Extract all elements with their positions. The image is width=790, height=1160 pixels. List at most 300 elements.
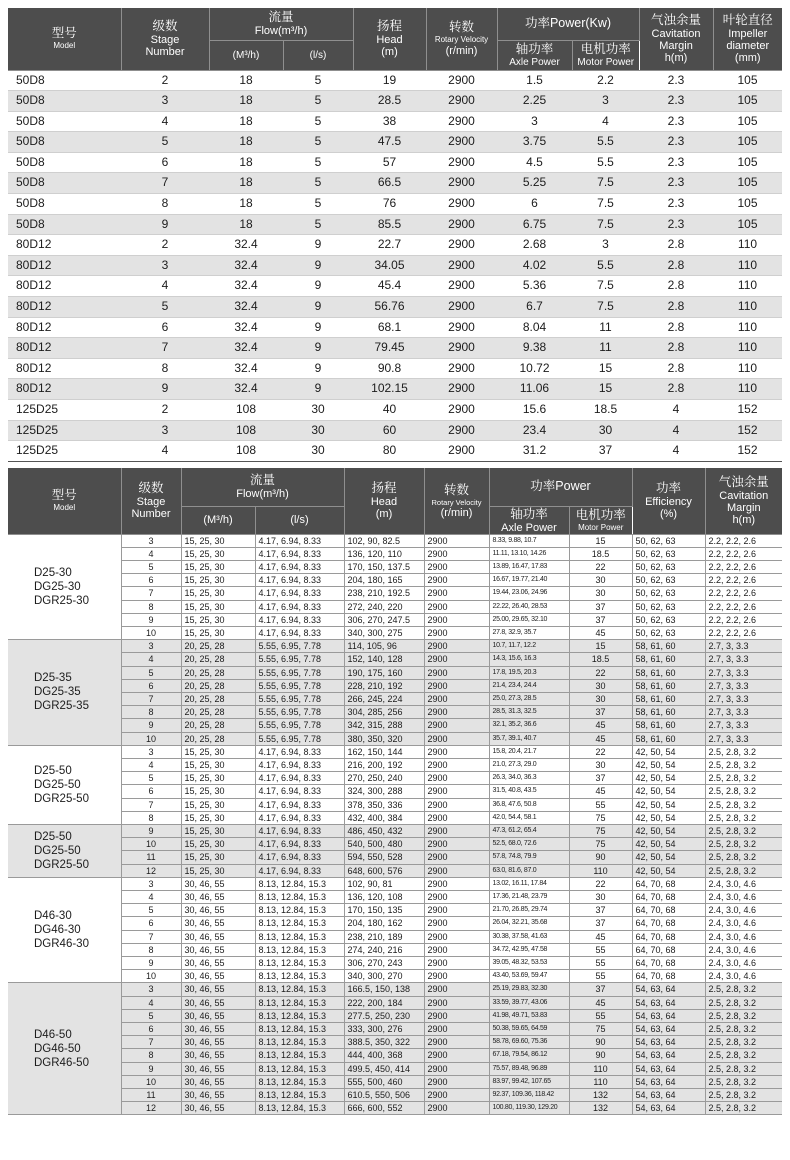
table-cell: 60 (353, 420, 426, 441)
col-npsh: 气浊余量 Cavitation Margin h(m) (705, 468, 782, 534)
table-cell: 2900 (426, 338, 497, 359)
table-row (8, 640, 782, 653)
table-row (8, 132, 782, 153)
table-row (8, 441, 782, 462)
table-cell: 9 (283, 235, 353, 256)
table-cell: 2900 (424, 666, 489, 679)
table-cell: 380, 350, 320 (344, 732, 424, 745)
table-cell: 30 (569, 890, 632, 903)
col-flow-ls: (l/s) (283, 40, 353, 70)
table-cell: 5.36 (497, 276, 572, 297)
table-cell: 2900 (426, 276, 497, 297)
table-cell: 5 (283, 194, 353, 215)
table-cell: 162, 150, 144 (344, 745, 424, 758)
table-cell: 25.0, 27.3, 28.5 (489, 692, 569, 705)
table-row (8, 276, 782, 297)
table-cell: 4.17, 6.94, 8.33 (255, 534, 344, 547)
table-row (8, 400, 782, 421)
table-cell: 54, 63, 64 (632, 996, 705, 1009)
table-cell: 30.38, 37.58, 41.63 (489, 930, 569, 943)
table-cell: 32.4 (209, 255, 283, 276)
table-cell: 15, 25, 30 (181, 574, 255, 587)
table-row (8, 91, 782, 112)
table-cell: 2900 (424, 719, 489, 732)
table-cell: 7 (121, 692, 181, 705)
table-cell: 4 (572, 111, 639, 132)
table-cell: 2.7, 3, 3.3 (705, 706, 782, 719)
table-cell: 30, 46, 55 (181, 917, 255, 930)
table-cell: 66.5 (353, 173, 426, 194)
table-cell: 170, 150, 137.5 (344, 560, 424, 573)
table-cell: 2900 (426, 173, 497, 194)
table-cell: 10 (121, 626, 181, 639)
table-cell: 594, 550, 528 (344, 851, 424, 864)
table-cell: 2900 (426, 400, 497, 421)
model-cell: 50D8 (8, 194, 121, 215)
table-cell: 2.5, 2.8, 3.2 (705, 1023, 782, 1036)
table-cell: 304, 285, 256 (344, 706, 424, 719)
table-cell: 5 (121, 1009, 181, 1022)
table-cell: 19 (353, 70, 426, 91)
table-cell: 19.44, 23.06, 24.96 (489, 587, 569, 600)
table-cell: 4 (639, 420, 713, 441)
table-cell: 5.55, 6.95, 7.78 (255, 719, 344, 732)
table-cell: 42, 50, 54 (632, 758, 705, 771)
table-cell: 45 (569, 785, 632, 798)
table-row (8, 758, 782, 771)
table-cell: 2.4, 3.0, 4.6 (705, 957, 782, 970)
table-cell: 2.7, 3, 3.3 (705, 719, 782, 732)
table-cell: 8.13, 12.84, 15.3 (255, 1102, 344, 1115)
model-group-cell: D25-50 DG25-50 DGR25-50 (8, 824, 121, 877)
table-cell: 30 (569, 574, 632, 587)
table-cell: 2900 (424, 983, 489, 996)
table-cell: 5.55, 6.95, 7.78 (255, 732, 344, 745)
col-flow: 流量 Flow(m³/h) (181, 468, 344, 506)
table-cell: 7.5 (572, 297, 639, 318)
table-cell: 26.04, 32.21, 35.68 (489, 917, 569, 930)
table-cell: 238, 210, 189 (344, 930, 424, 943)
table-cell: 108 (209, 441, 283, 462)
table-cell: 2900 (424, 560, 489, 573)
table-cell: 4 (121, 276, 209, 297)
table-cell: 12 (121, 1102, 181, 1115)
table-cell: 64, 70, 68 (632, 943, 705, 956)
table-cell: 9 (283, 379, 353, 400)
table-cell: 25.00, 29.65, 32.10 (489, 613, 569, 626)
table-row (8, 983, 782, 996)
table-cell: 108 (209, 420, 283, 441)
table-cell: 10 (121, 1075, 181, 1088)
table-cell: 333, 300, 276 (344, 1023, 424, 1036)
table-cell: 50, 62, 63 (632, 547, 705, 560)
model-cell: 80D12 (8, 235, 121, 256)
table-cell: 2.7, 3, 3.3 (705, 732, 782, 745)
table-cell: 270, 250, 240 (344, 772, 424, 785)
table-cell: 58, 61, 60 (632, 692, 705, 705)
table-cell: 110 (713, 379, 782, 400)
table-row (8, 1102, 782, 1115)
col-speed: 转数 Rotary Velocity (r/min) (424, 468, 489, 534)
table-cell: 2900 (424, 943, 489, 956)
table-cell: 2.7, 3, 3.3 (705, 640, 782, 653)
model-group-cell: D25-50 DG25-50 DGR25-50 (8, 745, 121, 824)
table-cell: 15, 25, 30 (181, 613, 255, 626)
table-cell: 2.3 (639, 214, 713, 235)
table-cell: 6 (121, 317, 209, 338)
model-cell: 50D8 (8, 132, 121, 153)
table-cell: 2900 (426, 441, 497, 462)
table-cell: 2900 (424, 1075, 489, 1088)
table-cell: 2.2, 2.2, 2.6 (705, 574, 782, 587)
table-cell: 15, 25, 30 (181, 811, 255, 824)
table-cell: 6 (121, 679, 181, 692)
table-cell: 50, 62, 63 (632, 560, 705, 573)
table-cell: 432, 400, 384 (344, 811, 424, 824)
table-row (8, 957, 782, 970)
table-cell: 274, 240, 216 (344, 943, 424, 956)
table-cell: 2900 (424, 904, 489, 917)
table-cell: 4.02 (497, 255, 572, 276)
table-cell: 4 (121, 441, 209, 462)
table-cell: 18.5 (569, 547, 632, 560)
table-cell: 2900 (424, 838, 489, 851)
table-cell: 56.76 (353, 297, 426, 318)
table-cell: 3 (497, 111, 572, 132)
table-cell: 30, 46, 55 (181, 890, 255, 903)
table-cell: 2.4, 3.0, 4.6 (705, 943, 782, 956)
table-cell: 15, 25, 30 (181, 626, 255, 639)
table-cell: 25.19, 29.83, 32.30 (489, 983, 569, 996)
table-cell: 8.04 (497, 317, 572, 338)
col-flow-m3h: (M³/h) (209, 40, 283, 70)
table-cell: 15, 25, 30 (181, 547, 255, 560)
table-row (8, 379, 782, 400)
table-cell: 14.3, 15.6, 16.3 (489, 653, 569, 666)
table-cell: 42, 50, 54 (632, 798, 705, 811)
table-cell: 58, 61, 60 (632, 719, 705, 732)
table-cell: 2.3 (639, 111, 713, 132)
table-cell: 152 (713, 441, 782, 462)
table-cell: 8.13, 12.84, 15.3 (255, 877, 344, 890)
table-cell: 30, 46, 55 (181, 1023, 255, 1036)
table-cell: 2.3 (639, 132, 713, 153)
table-cell: 105 (713, 70, 782, 91)
table-cell: 2.5, 2.8, 3.2 (705, 1036, 782, 1049)
table-row (8, 613, 782, 626)
model-cell: 80D12 (8, 276, 121, 297)
table-row (8, 152, 782, 173)
table-cell: 54, 63, 64 (632, 1009, 705, 1022)
table-row (8, 173, 782, 194)
table-cell: 2.5, 2.8, 3.2 (705, 772, 782, 785)
table-cell: 152 (713, 400, 782, 421)
table-cell: 21.70, 26.85, 29.74 (489, 904, 569, 917)
table-cell: 55 (569, 943, 632, 956)
table-cell: 2900 (424, 890, 489, 903)
table-cell: 2900 (424, 785, 489, 798)
table-cell: 54, 63, 64 (632, 1062, 705, 1075)
table-cell: 42, 50, 54 (632, 838, 705, 851)
table-row (8, 838, 782, 851)
table-row (8, 851, 782, 864)
table-cell: 55 (569, 957, 632, 970)
table-cell: 4.17, 6.94, 8.33 (255, 626, 344, 639)
table-cell: 50, 62, 63 (632, 613, 705, 626)
table-cell: 6 (121, 785, 181, 798)
table-cell: 2900 (426, 91, 497, 112)
table-cell: 34.05 (353, 255, 426, 276)
table-row (8, 1036, 782, 1049)
table-cell: 45 (569, 626, 632, 639)
table-cell: 21.0, 27.3, 29.0 (489, 758, 569, 771)
table-cell: 2 (121, 235, 209, 256)
table-cell: 306, 270, 243 (344, 957, 424, 970)
table-cell: 15, 25, 30 (181, 785, 255, 798)
table-row (8, 255, 782, 276)
table-cell: 2900 (424, 732, 489, 745)
table-cell: 9 (121, 824, 181, 837)
table-cell: 2.5, 2.8, 3.2 (705, 983, 782, 996)
table-row (8, 864, 782, 877)
table-row (8, 214, 782, 235)
table-cell: 58.78, 69.60, 75.36 (489, 1036, 569, 1049)
table-cell: 30, 46, 55 (181, 943, 255, 956)
table-cell: 2900 (424, 957, 489, 970)
table-cell: 18 (209, 111, 283, 132)
table-cell: 54, 63, 64 (632, 1089, 705, 1102)
model-cell: 125D25 (8, 420, 121, 441)
table-cell: 5 (283, 173, 353, 194)
table-cell: 2900 (424, 758, 489, 771)
table-cell: 277.5, 250, 230 (344, 1009, 424, 1022)
table-cell: 30, 46, 55 (181, 1089, 255, 1102)
table-row (8, 930, 782, 943)
table-cell: 6.75 (497, 214, 572, 235)
table-cell: 22 (569, 745, 632, 758)
table-cell: 2.5, 2.8, 3.2 (705, 996, 782, 1009)
table-cell: 45 (569, 719, 632, 732)
table-cell: 2900 (424, 1102, 489, 1115)
model-group-cell: D46-30 DG46-30 DGR46-30 (8, 877, 121, 983)
table-cell: 80 (353, 441, 426, 462)
table-cell: 15, 25, 30 (181, 824, 255, 837)
table-cell: 105 (713, 91, 782, 112)
table-cell: 2.8 (639, 317, 713, 338)
table-cell: 45 (569, 732, 632, 745)
table-cell: 2.4, 3.0, 4.6 (705, 904, 782, 917)
table-cell: 9 (121, 214, 209, 235)
table-cell: 2900 (424, 798, 489, 811)
table-cell: 2900 (426, 194, 497, 215)
model-cell: 50D8 (8, 111, 121, 132)
table-cell: 2900 (426, 111, 497, 132)
table-cell: 2.4, 3.0, 4.6 (705, 970, 782, 983)
table-cell: 32.4 (209, 358, 283, 379)
table-cell: 2900 (426, 358, 497, 379)
table-cell: 5.5 (572, 152, 639, 173)
table-cell: 110 (713, 276, 782, 297)
table-cell: 110 (713, 297, 782, 318)
table-cell: 105 (713, 111, 782, 132)
table-cell: 5.55, 6.95, 7.78 (255, 692, 344, 705)
table-cell: 4.17, 6.94, 8.33 (255, 824, 344, 837)
table-cell: 42, 50, 54 (632, 785, 705, 798)
table-cell: 9 (121, 1062, 181, 1075)
table-cell: 132 (569, 1089, 632, 1102)
table-cell: 64, 70, 68 (632, 877, 705, 890)
table-cell: 2900 (424, 745, 489, 758)
table-cell: 2900 (426, 70, 497, 91)
table-cell: 55 (569, 1009, 632, 1022)
col-npsh: 气浊余量 Cavitation Margin h(m) (639, 8, 713, 70)
table-cell: 30 (569, 587, 632, 600)
table-cell: 11.11, 13.10, 14.26 (489, 547, 569, 560)
table-cell: 2900 (424, 1036, 489, 1049)
table-cell: 5 (121, 666, 181, 679)
table-cell: 8.13, 12.84, 15.3 (255, 1089, 344, 1102)
table-cell: 9 (121, 613, 181, 626)
table-cell: 58, 61, 60 (632, 732, 705, 745)
table-cell: 102, 90, 81 (344, 877, 424, 890)
table-cell: 2900 (424, 1062, 489, 1075)
model-group-cell: D46-50 DG46-50 DGR46-50 (8, 983, 121, 1115)
table-cell: 22.22, 26.40, 28.53 (489, 600, 569, 613)
table-cell: 2900 (424, 600, 489, 613)
table-cell: 52.5, 68.0, 72.6 (489, 838, 569, 851)
table-cell: 152, 140, 128 (344, 653, 424, 666)
table-cell: 92.37, 109.36, 118.42 (489, 1089, 569, 1102)
table-cell: 2.5, 2.8, 3.2 (705, 864, 782, 877)
model-cell: 50D8 (8, 152, 121, 173)
table-cell: 10.7, 11.7, 12.2 (489, 640, 569, 653)
table-cell: 6 (121, 1023, 181, 1036)
table-cell: 555, 500, 460 (344, 1075, 424, 1088)
table-cell: 30 (569, 692, 632, 705)
table-cell: 37 (569, 706, 632, 719)
table-cell: 30 (283, 420, 353, 441)
table-cell: 4 (121, 890, 181, 903)
table-cell: 58, 61, 60 (632, 666, 705, 679)
table-cell: 4.17, 6.94, 8.33 (255, 758, 344, 771)
table-cell: 2900 (426, 420, 497, 441)
table-cell: 37 (572, 441, 639, 462)
table-cell: 18 (209, 214, 283, 235)
table-cell: 27.8, 32.9, 35.7 (489, 626, 569, 639)
table-cell: 18 (209, 173, 283, 194)
table-cell: 8 (121, 194, 209, 215)
table-cell: 5 (121, 560, 181, 573)
col-model: 型号 Model (8, 468, 121, 534)
table-cell: 31.2 (497, 441, 572, 462)
table-cell: 4.17, 6.94, 8.33 (255, 811, 344, 824)
table-cell: 50, 62, 63 (632, 534, 705, 547)
table-cell: 2.5, 2.8, 3.2 (705, 798, 782, 811)
table-cell: 58, 61, 60 (632, 706, 705, 719)
table-cell: 2.5, 2.8, 3.2 (705, 758, 782, 771)
table-cell: 2900 (424, 692, 489, 705)
table-cell: 8.13, 12.84, 15.3 (255, 957, 344, 970)
table-cell: 75 (569, 838, 632, 851)
table-cell: 15.6 (497, 400, 572, 421)
table-cell: 9 (121, 379, 209, 400)
table-row (8, 560, 782, 573)
table-cell: 105 (713, 132, 782, 153)
table-cell: 2.8 (639, 235, 713, 256)
table-cell: 136, 120, 108 (344, 890, 424, 903)
table-cell: 64, 70, 68 (632, 930, 705, 943)
table-cell: 30, 46, 55 (181, 1062, 255, 1075)
table-cell: 2.2, 2.2, 2.6 (705, 600, 782, 613)
table-cell: 2.4, 3.0, 4.6 (705, 890, 782, 903)
table-cell: 32.4 (209, 379, 283, 400)
table-cell: 9 (283, 358, 353, 379)
table-cell: 3 (121, 420, 209, 441)
table-cell: 15.8, 20.4, 21.7 (489, 745, 569, 758)
table-cell: 4 (121, 996, 181, 1009)
table-cell: 42, 50, 54 (632, 824, 705, 837)
table-cell: 22 (569, 560, 632, 573)
table-cell: 30, 46, 55 (181, 970, 255, 983)
table-cell: 83.97, 99.42, 107.65 (489, 1075, 569, 1088)
table-cell: 8 (121, 600, 181, 613)
table-cell: 30, 46, 55 (181, 1036, 255, 1049)
table-cell: 3 (121, 91, 209, 112)
table-row (8, 679, 782, 692)
table-cell: 15, 25, 30 (181, 587, 255, 600)
table-cell: 4.17, 6.94, 8.33 (255, 613, 344, 626)
table-cell: 37 (569, 917, 632, 930)
table-cell: 20, 25, 28 (181, 719, 255, 732)
table-cell: 18 (209, 194, 283, 215)
table-cell: 11 (121, 851, 181, 864)
table-cell: 45 (569, 996, 632, 1009)
table-cell: 3 (121, 983, 181, 996)
table-cell: 9 (283, 338, 353, 359)
table-cell: 8 (121, 1049, 181, 1062)
table-row (8, 194, 782, 215)
table-cell: 8.13, 12.84, 15.3 (255, 930, 344, 943)
table-cell: 2900 (424, 877, 489, 890)
col-flow-m3h: (M³/h) (181, 506, 255, 534)
table-cell: 222, 200, 184 (344, 996, 424, 1009)
table-cell: 2.5, 2.8, 3.2 (705, 1049, 782, 1062)
table-cell: 2.8 (639, 276, 713, 297)
table-cell: 105 (713, 214, 782, 235)
model-cell: 80D12 (8, 297, 121, 318)
table-cell: 64, 70, 68 (632, 957, 705, 970)
table-cell: 486, 450, 432 (344, 824, 424, 837)
table-cell: 6.7 (497, 297, 572, 318)
model-cell: 80D12 (8, 317, 121, 338)
table-cell: 3.75 (497, 132, 572, 153)
table-cell: 2.5, 2.8, 3.2 (705, 851, 782, 864)
table-cell: 105 (713, 173, 782, 194)
table-cell: 5 (283, 214, 353, 235)
table-cell: 3 (121, 640, 181, 653)
table-row (8, 653, 782, 666)
table-cell: 110 (569, 864, 632, 877)
table-cell: 32.4 (209, 276, 283, 297)
table-row (8, 890, 782, 903)
model-cell: 80D12 (8, 379, 121, 400)
table-cell: 1.5 (497, 70, 572, 91)
table-cell: 2900 (424, 930, 489, 943)
table-cell: 11.06 (497, 379, 572, 400)
table-cell: 4 (121, 758, 181, 771)
table-cell: 2900 (426, 132, 497, 153)
table-row (8, 547, 782, 560)
